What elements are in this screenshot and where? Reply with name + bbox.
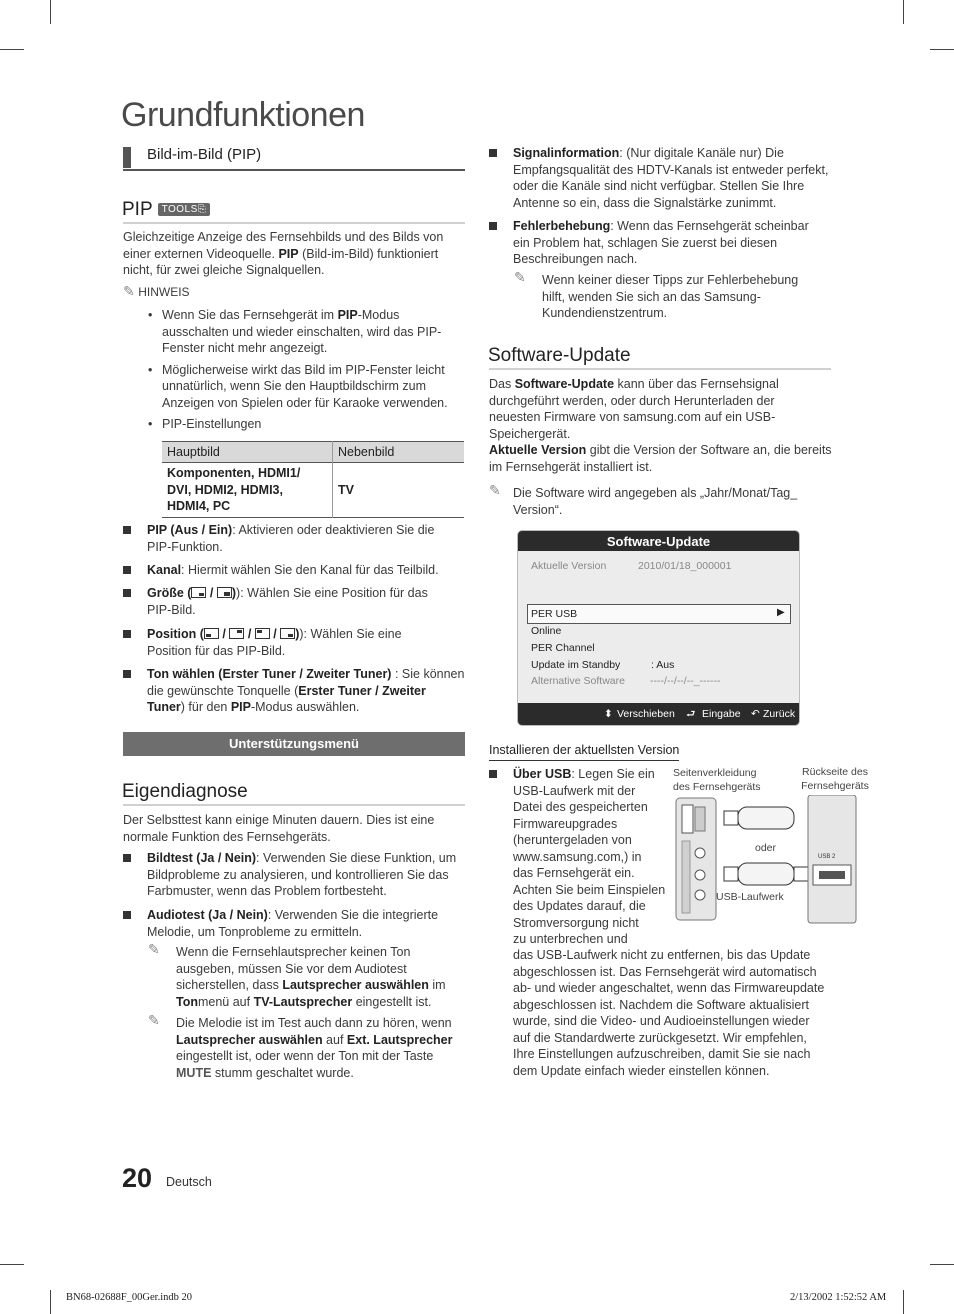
usb-diagram: [672, 795, 872, 925]
or-label: oder: [755, 842, 777, 854]
bullet-square: [123, 911, 131, 919]
usb-plug: [724, 867, 738, 881]
bullet-square: [489, 770, 497, 778]
size-small-icon: [191, 587, 206, 598]
text-line: nicht, für zwei gleiche Signalquellen.: [123, 263, 325, 277]
usb-port-label: USB 2: [818, 854, 836, 860]
table-header: Nebenbild: [338, 445, 395, 459]
heading-rule: [489, 368, 831, 370]
crop-mark: [50, 1290, 51, 1314]
size-large-icon: [217, 587, 232, 598]
pos-top-right-icon: [229, 628, 244, 639]
table-header: Hauptbild: [162, 442, 333, 463]
note-icon: ✎: [489, 483, 501, 499]
page-title: Grundfunktionen: [121, 96, 365, 134]
eigendiagnose-heading: Eigendiagnose: [122, 781, 248, 802]
section-header-label: Bild-im-Bild (PIP): [147, 146, 262, 163]
note-icon: ✎: [148, 942, 160, 958]
crop-mark: [930, 49, 954, 50]
ueber-usb-continued: das USB-Laufwerk nicht zu entfernen, bis das Update abgeschlossen ist. Das Fernsehgerät wird automatisch ab- und wieder angeschaltet, wenn das Firmwareupdate abgeschlossen ist. Nachdem die Software aktualisiert wurde, sind die Video- und Audioeinstellungen wieder auf die Standardwerte zurückgesetzt. Wir empfehlen, Ihre Einstellungen aufzuschreiben, damit Sie sie nach dem Update einfach wieder einstellen können.: [513, 948, 825, 1078]
section-bar: [123, 147, 131, 168]
updown-icon: ⬍: [604, 708, 613, 720]
usb-stick: [738, 863, 794, 885]
crop-mark: [930, 1264, 954, 1265]
fehlerbehebung-item: Fehlerbehebung: Wenn das Fernsehgerät scheinbar ein Problem hat, schlagen Sie zuerst bei diesen Beschreibungen nach.: [513, 219, 809, 266]
osd-back-label: Zurück: [763, 708, 796, 720]
list-item: • PIP-Einstellungen: [148, 417, 262, 431]
software-update-text: Das Software-Update kann über das Fernsehsignal durchgeführt werden, oder durch Herunterladen der neuesten Firmware von samsung.com auf ein USB- Speichergerät. Aktuelle Version gibt die Version der Software an, die bereits im Fernsehgerät installiert ist.: [489, 377, 832, 474]
software-update-osd: [518, 531, 799, 725]
osd-item-alternative: Alternative Software: [531, 675, 625, 687]
note-icon: ✎: [123, 284, 135, 300]
page-language: Deutsch: [166, 1175, 212, 1189]
osd-alternative-value: ----/--/--/--_------: [650, 675, 721, 687]
pos-top-left-icon: [255, 628, 270, 639]
print-date-info: 2/13/2002 1:52:52 AM: [790, 1292, 887, 1303]
software-update-heading: Software-Update: [488, 345, 631, 366]
bullet-square: [123, 526, 131, 534]
table-cell: TV: [338, 482, 354, 497]
bullet-square: [123, 630, 131, 638]
table-cell: Komponenten, HDMI1/ DVI, HDMI2, HDMI3, HDMI4, PC: [162, 463, 333, 518]
pip-settings-table: [162, 441, 464, 518]
signalinfo-item: Signalinformation: (Nur digitale Kanäle nur) Die Empfangsqualität des HDTV-Kanals ist entweder perfekt, oder die Kanäle sind nicht verfügbar. Stellen Sie Ihre Antenne so ein, dass die Signalstärke zunimmt.: [513, 146, 829, 210]
tools-badge: TOOLS⎘: [158, 203, 211, 216]
list-item: • Möglicherweise wirkt das Bild im PIP-Fenster leicht unnatürlich, wenn Sie den Hauptbildschirm zum Anzeigen von Spielen oder für Karaoke verwenden.: [148, 362, 448, 410]
jack-icon: [695, 870, 705, 880]
bullet-square: [489, 149, 497, 157]
hinweis-list: [148, 307, 468, 433]
return-icon: ↶: [751, 708, 760, 720]
ueber-usb-item: Über USB: Legen Sie ein USB-Laufwerk mit der Datei des gespeicherten Firmwareupgrades (heruntergeladen von www.samsung.com,) in das Fernsehgerät ein. Achten Sie beim Einspielen des Updates darauf, die Stromversorgung nicht zu unterbrechen und: [513, 767, 666, 946]
bullet-square: [123, 670, 131, 678]
install-heading: Installieren der aktuellsten Version: [489, 742, 679, 761]
fehlerbehebung-note: Wenn keiner dieser Tipps zur Fehlerbehebung hilft, wenden Sie sich an das Samsung- Kundendienstzentrum.: [542, 273, 799, 320]
enter-icon: ⮐: [686, 708, 696, 720]
bullet-square: [123, 589, 131, 597]
tools-badge-label: TOOLS: [161, 204, 198, 216]
crop-mark: [0, 1264, 24, 1265]
usb-drive-label: USB-Laufwerk: [716, 891, 784, 903]
pip-intro: [123, 229, 465, 279]
pos-bottom-right-icon: [280, 628, 295, 639]
pip-heading-text: PIP: [122, 199, 153, 220]
usb-stick: [738, 807, 794, 829]
print-file-info: BN68-02688F_00Ger.indb 20: [66, 1292, 192, 1303]
usb-plug: [724, 811, 738, 825]
text-line: einer externen Videoquelle. PIP (Bild-im-Bild) funktioniert: [123, 246, 439, 261]
osd-item-per-usb[interactable]: PER USB: [531, 608, 578, 620]
groesse-item: Größe ( / )): Wählen Sie eine Position für das PIP-Bild.: [147, 586, 428, 617]
crop-mark: [903, 1290, 904, 1314]
ton-waehlen-item: Ton wählen (Erster Tuner / Zweiter Tuner) : Sie können die gewünschte Tonquelle (Erster Tuner / Zweiter Tuner) für den PIP-Modus auswählen.: [147, 667, 465, 714]
note-icon: ✎: [148, 1013, 160, 1029]
kanal-item: Kanal: Hiermit wählen Sie den Kanal für das Teilbild.: [147, 563, 439, 577]
osd-footer: [518, 703, 799, 725]
note-icon: ✎: [514, 270, 526, 286]
page-number: 20: [122, 1163, 153, 1193]
pos-bottom-left-icon: [204, 628, 219, 639]
bullet-square: [123, 854, 131, 862]
eigen-intro: Der Selbsttest kann einige Minuten dauern. Dies ist eine normale Funktion des Fernsehgeräts.: [123, 813, 435, 844]
support-menu-bar: Unterstützungsmenü: [123, 732, 465, 756]
osd-current-version-value: 2010/01/18_000001: [638, 560, 732, 572]
text-line: Gleichzeitige Anzeige des Fernsehbilds und des Bilds von: [123, 230, 444, 244]
list-item: • Wenn Sie das Fernsehgerät im PIP-Modus ausschalten und wieder einschalten, wird das PIP- Fenster nicht mehr angezeigt.: [148, 308, 442, 355]
osd-item-per-channel[interactable]: PER Channel: [531, 642, 595, 654]
position-item: Position ( / / / )): Wählen Sie eine Position für das PIP-Bild.: [147, 627, 402, 658]
jack-icon: [695, 848, 705, 858]
osd-title: Software-Update: [518, 531, 799, 551]
osd-move-label: Verschieben: [617, 708, 675, 720]
audiotest-note-2: Die Melodie ist im Test auch dann zu hören, wenn Lautsprecher auswählen auf Ext. Lautsprecher eingestellt ist, oder wenn der Ton mit der Taste MUTE stumm geschaltet wurde.: [176, 1016, 453, 1080]
pip-heading: [122, 199, 210, 221]
usb-plug: [794, 867, 808, 881]
osd-current-version-label: Aktuelle Version: [531, 560, 607, 572]
bildtest-item: Bildtest (Ja / Nein): Verwenden Sie diese Funktion, um Bildprobleme zu analysieren, und kontrollieren Sie das Farbmuster, wenn das Problem fortbesteht.: [147, 851, 457, 898]
osd-item-standby[interactable]: Update im Standby: [531, 659, 621, 671]
software-update-note: Die Software wird angegeben als „Jahr/Monat/Tag_ Version“.: [513, 486, 798, 517]
side-usb-port: [682, 805, 693, 833]
audiotest-note-1: Wenn die Fernsehlautsprecher keinen Ton ausgeben, müssen Sie vor dem Audiotest sicherstellen, dass Lautsprecher auswählen im Tonmenü auf TV-Lautsprecher eingestellt ist.: [176, 945, 446, 1009]
pip-onoff-item: PIP (Aus / Ein): Aktivieren oder deaktivieren Sie die PIP-Funktion.: [147, 523, 435, 554]
audiotest-item: Audiotest (Ja / Nein): Verwenden Sie die integrierte Melodie, um Tonprobleme zu ermitteln.: [147, 908, 439, 939]
jack-icon: [695, 890, 705, 900]
crop-mark: [50, 0, 51, 24]
side-panel-label: Seitenverkleidung des Fernsehgeräts: [673, 767, 761, 793]
crop-mark: [0, 49, 24, 50]
rear-panel-label: Rückseite des Fernsehgeräts: [801, 766, 869, 792]
osd-item-online[interactable]: Online: [531, 625, 562, 637]
osd-standby-value: : Aus: [651, 659, 675, 671]
heading-rule: [123, 222, 465, 224]
arrow-right-icon: ▶: [777, 607, 785, 618]
section-header: [123, 146, 465, 171]
hinweis-label: ✎ HINWEIS: [123, 284, 190, 300]
osd-enter-label: Eingabe: [702, 708, 741, 720]
crop-mark: [903, 0, 904, 24]
bullet-square: [123, 566, 131, 574]
bullet-square: [489, 222, 497, 230]
heading-rule: [123, 804, 465, 806]
